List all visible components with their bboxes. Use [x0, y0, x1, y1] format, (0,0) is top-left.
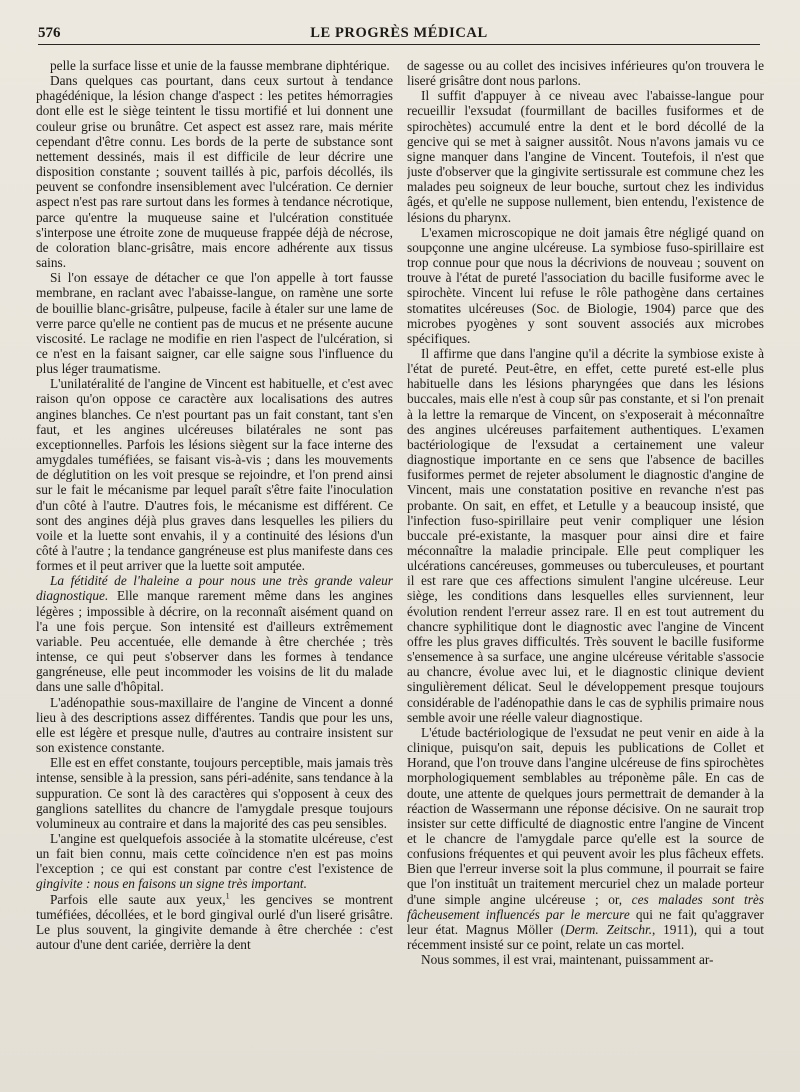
paragraph [407, 725, 764, 952]
italic-text: gingivite : nous en faisons un signe très important. [36, 876, 307, 892]
italic-text: Derm. Zeitschr. [565, 921, 653, 937]
paragraph [36, 376, 393, 573]
paragraph [36, 695, 393, 756]
journal-title: LE PROGRÈS MÉDICAL [310, 25, 488, 41]
paragraph [36, 58, 393, 73]
paragraph [36, 573, 393, 694]
paragraph-text: Dans quelques cas pourtant, dans ceux surtout à tendance phagédénique, la lésion change d'aspect : les petites hémorragies dont elle est le siège teintent le tissu mortifié et lui donnent une couleur grise ou brunâtre. Cet aspect est assez rare, mais mérite cependant d'être connu. Les bords de la perte de substance sont nettement dessinés, mais il est difficile de leur décrire une disposition constante ; souvent taillés à pic, parfois décollés, ils peuvent se confondre insensiblement avec l'ulcération. Ce dernier aspect n'est pas rare surtout dans les formes à tendance nécrotique, parce qu'entre la muqueuse saine et l'ulcération constituée s'interpose une étroite zone de muqueuse frappée déjà de nécrose, de coloration blanc-grisâtre, mais encore adhérente aux tissus sains. [36, 73, 393, 271]
paragraph [407, 88, 764, 224]
footnote-marker: 1 [225, 891, 230, 901]
page-number: 576 [38, 25, 61, 41]
paragraph-text: Si l'on essaye de détacher ce que l'on appelle à tort fausse membrane, en raclant avec l'abaisse-langue, on ramène une sorte de bouillie blanc-grisâtre, pulpeuse, facile à étaler sur une lame de verre parce qu'elle ne contient pas de mucus et ne présente aucune viscosité. Le raclage ne modifie en rien l'aspect de l'ulcération, si ce n'est en la faisant saigner, car elle saigne sous l'influence du plus léger traumatisme. [36, 270, 393, 377]
italic-text: ces malades sont très fâcheusement influencés par le mercure [407, 891, 764, 922]
paragraph-text: L'étude bactériologique de l'exsudat ne peut venir en aide à la clinique, puisqu'on sait, depuis les publications de Collet et Horand, que l'on trouve dans l'angine ulcéreuse de fins spirochètes morphologiquement semblables au tréponème pâle. En cas de doute, une attente de quelques jours permettrait de demander à la réaction de Wassermann une réponse décisive. On ne saurait trop insister sur cette difficulté de diagnostic entre l'angine de Vincent et le chancre de l'amygdale parce qu'elle est la source de confusions fréquentes et qui peuvent avoir les plus fâcheux effets. Bien que l'erreur inverse soit la plus commune, il pourrait se faire que l'on instituât un traitement mercuriel chez un malade porteur d'une simple angine ulcéreuse ; or, [407, 724, 764, 907]
paragraph [36, 73, 393, 270]
paragraph-text: Elle manque rarement même dans les angines légères ; impossible à décrire, on la reconnaît aisément quand on l'a une fois perçue. Son intensité est d'ailleurs extrêmement variable. Peu accentuée, elle demande à être cherchée ; très intense, ce qui peut s'observer dans les formes à tendance gangréneuse, elle peut incommoder les voisins de lit du malade dans une salle d'hôpital. [36, 588, 393, 695]
paragraph-text: L'angine est quelquefois associée à la stomatite ulcéreuse, c'est un fait bien connu, mais cette coïncidence n'en est pas moins l'exception ; ce qui est constant par contre c'est l'existence de [36, 830, 393, 877]
paragraph-text: Elle est en effet constante, toujours perceptible, mais jamais très intense, sensible à la pression, sans péri-adénite, sans tendance à la suppuration. Ce sont là des caractères qui s'opposent à ceux des ganglions satellites du chancre de l'amygdale presque toujours volumineux au contraire et dans la majorité des cas peu sensibles. [36, 755, 393, 831]
paragraph-text: , 1911), qui a tout récemment insisté sur ce point, relate un cas mortel. [407, 921, 764, 953]
paragraph-text: de sagesse ou au collet des incisives inférieures qu'on trouvera le liseré grisâtre dont nous parlons. [407, 58, 764, 89]
paragraph [407, 225, 764, 346]
paragraph-text: Parfois elle saute aux yeux, [50, 891, 226, 907]
paragraph-text: Il suffit d'appuyer à ce niveau avec l'abaisse-langue pour recueillir l'exsudat (fourmillant de bacilles fusiformes et de spirochètes) accumulé entre la dent et le bord décollé de la gencive qui se met à saigner aussitôt. Nous n'avons jamais vu ce signe manquer dans l'angine de Vincent. Toutefois, il n'est que juste d'observer que la gingivite sertissurale est commune chez les malades peu soigneux de leur bouche, surtout chez les individus âgés, et qu'elle ne suppose nullement, bien entendu, l'existence de lésions du pharynx. [407, 88, 764, 225]
paragraph-text: qui ne fait qu'aggraver leur état. Magnus Möller ( [407, 906, 764, 937]
paragraph-text: Nous sommes, il est vrai, maintenant, puissamment ar- [421, 952, 714, 968]
paragraph [407, 346, 764, 725]
paragraph [36, 270, 393, 376]
italic-text: La fétidité de l'haleine a pour nous une très grande valeur diagnostique. [36, 573, 393, 604]
paragraph-text: pelle la surface lisse et unie de la fausse membrane diphtérique. [50, 58, 390, 73]
paragraph-text: L'adénopathie sous-maxillaire de l'angine de Vincent a donné lieu à des descriptions assez différentes. Tandis que pour les uns, elle est légère et presque nulle, d'autres au contraire insistent sur son existence constante. [36, 694, 393, 756]
left-column [36, 58, 393, 1076]
text-columns [36, 58, 764, 1076]
paragraph [36, 831, 393, 892]
paragraph [407, 58, 764, 88]
page-header [38, 22, 760, 45]
paragraph [36, 755, 393, 831]
paragraph [36, 892, 393, 953]
paragraph-text: L'examen microscopique ne doit jamais être négligé quand on soupçonne une angine ulcéreuse. La symbiose fuso-spirillaire est trop connue pour que nous la décrivions de nouveau ; souvent on trouve à l'état de pureté l'association du bacille fusiforme avec le spirochète. Vincent lui refuse le rôle pathogène dans certaines stomatites ulcéreuses (Soc. de Biologie, 1904) parce que des microbes pyogènes y sont souvent associés aux microbes spécifiques. [407, 224, 764, 346]
paragraph-text: les gencives se montrent tuméfiées, décollées, et le bord gingival ourlé d'un liseré grisâtre. Le plus souvent, la gingivite demande à être cherchée : c'est autour d'une dent cariée, derrière la dent [36, 891, 393, 953]
paragraph-text: L'unilatéralité de l'angine de Vincent est habituelle, et c'est avec raison qu'on oppose ce caractère aux localisations des autres angines blanches. Ce n'est pourtant pas un fait constant, tant s'en faut, et les angines ulcéreuses bilatérales ne sont pas exceptionnelles. Parfois les lésions siègent sur la face interne des amygdales tuméfiées, se faisant vis-à-vis ; dans les mouvements de déglutition on les voit presque se rejoindre, et l'on prend ainsi sur le fait le mécanisme par lequel paraît s'être faite l'inoculation d'un côté à l'autre. D'autres fois, le mécanisme est différent. Ce sont des angines déjà plus graves dans lesquelles les piliers du voile et la luette sont envahis, il y a continuité des lésions d'un côté à l'autre ; la tendance gangréneuse est plus manifeste dans ces formes et il peut arriver que la luette soit amputée. [36, 376, 393, 574]
right-column [407, 58, 764, 1076]
paragraph [407, 952, 764, 967]
paragraph-text: Il affirme que dans l'angine qu'il a décrite la symbiose existe à l'état de pureté. Peut-être, en effet, cette pureté est-elle plus habituelle dans les lésions pharyngées que dans les lésions buccales, mais elle n'est à coup sûr pas constante, et si l'on prenait à la lettre la remarque de Vincent, on s'exposerait à méconnaître des angines ulcéreuses parfaitement authentiques. L'examen bactériologique de l'exsudat a certainement une valeur diagnostique importante en ce sens que l'absence de bacilles fusiformes permet de rejeter absolument le diagnostic d'angine de Vincent, mais une constatation positive en revanche n'est pas probante. On sait, en effet, et Letulle y a beaucoup insisté, que l'infection fuso-spirillaire peut venir compliquer une lésion buccale pré-existante, la masquer pour ainsi dire et faire méconnaître la maladie principale. Elle peut compliquer les ulcérations cancéreuses, gommeuses ou tuberculeuses, et pourtant il est rare que ces affections simulent l'angine ulcéreuse. Leur siège, les conditions dans lesquelles elles surviennent, leur évolution rendent l'erreur assez rare. Il en est tout autrement du chancre syphilitique dont le diagnostic avec l'angine de Vincent offre les plus graves difficultés. Très souvent le bacille fusiforme s'ensemence à sa surface, une angine ulcéreuse véritable s'associe au chancre, évolue avec lui, et le diagnostic clinique devient singulièrement délicat. Seul le développement presque toujours considérable de l'adénopathie dans le cas de syphilis primaire nous semble avoir une réelle valeur diagnostique. [407, 345, 764, 725]
